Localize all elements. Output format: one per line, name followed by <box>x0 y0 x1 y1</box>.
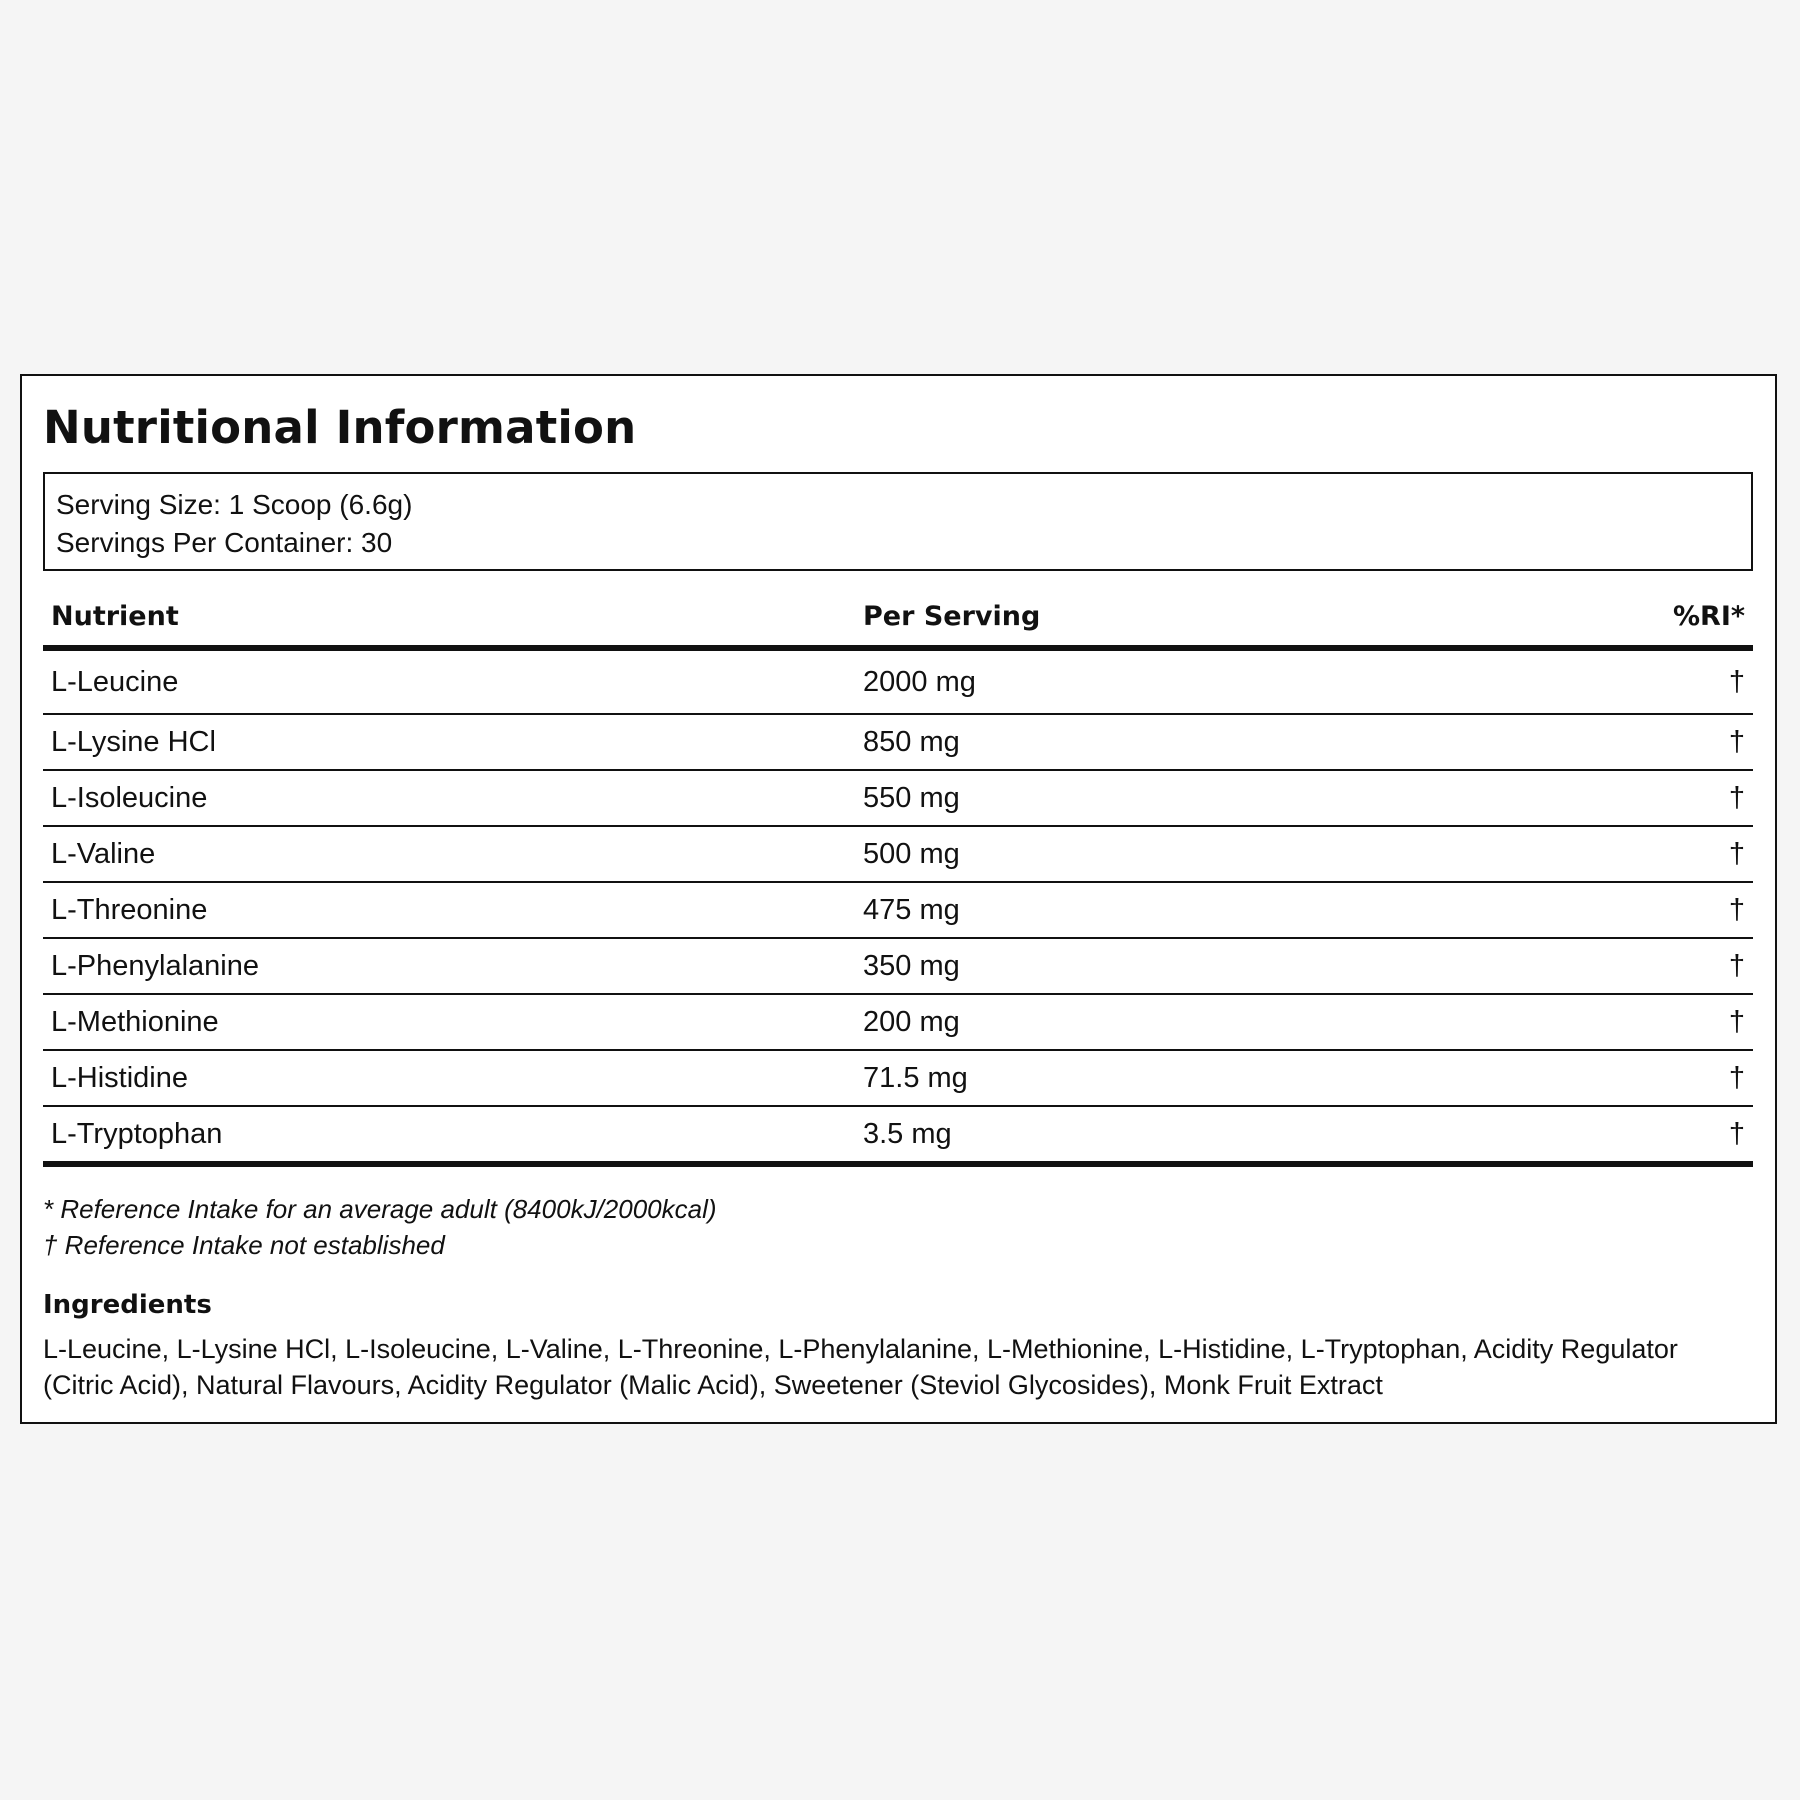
nutrient-name: L-Isoleucine <box>43 770 855 826</box>
nutrient-amount: 850 mg <box>855 714 1472 770</box>
serving-size: Serving Size: 1 Scoop (6.6g) <box>56 489 413 520</box>
nutrient-name: L-Phenylalanine <box>43 938 855 994</box>
nutrition-label-panel <box>20 374 1777 1424</box>
nutrient-name: L-Leucine <box>43 648 855 714</box>
nutrient-ri: † <box>1472 648 1753 714</box>
nutrient-ri: † <box>1472 882 1753 938</box>
footnotes <box>43 1191 1753 1263</box>
nutrient-ri: † <box>1472 714 1753 770</box>
table-row <box>43 994 1753 1050</box>
nutrient-table-body <box>43 648 1753 1164</box>
table-row <box>43 826 1753 882</box>
nutrient-name: L-Methionine <box>43 994 855 1050</box>
nutrient-amount: 475 mg <box>855 882 1472 938</box>
nutrient-ri: † <box>1472 1050 1753 1106</box>
serving-info-box <box>43 472 1753 571</box>
ingredients-heading: Ingredients <box>43 1290 212 1320</box>
nutrient-name: L-Histidine <box>43 1050 855 1106</box>
column-header-per-serving: Per Serving <box>855 587 1472 648</box>
column-header-ri: %RI* <box>1472 587 1753 648</box>
nutrient-amount: 2000 mg <box>855 648 1472 714</box>
footnote-reference-intake: * Reference Intake for an average adult (8400kJ/2000kcal) <box>43 1194 717 1224</box>
nutrient-ri: † <box>1472 826 1753 882</box>
nutrient-amount: 350 mg <box>855 938 1472 994</box>
nutrient-table <box>43 587 1753 1167</box>
nutrient-amount: 3.5 mg <box>855 1106 1472 1164</box>
table-row <box>43 1050 1753 1106</box>
nutrient-amount: 200 mg <box>855 994 1472 1050</box>
nutrient-name: L-Threonine <box>43 882 855 938</box>
page-title: Nutritional Information <box>43 401 637 454</box>
nutrient-amount: 71.5 mg <box>855 1050 1472 1106</box>
column-header-nutrient: Nutrient <box>43 587 855 648</box>
servings-per-container: Servings Per Container: 30 <box>56 527 393 558</box>
nutrient-ri: † <box>1472 1106 1753 1164</box>
table-row <box>43 938 1753 994</box>
table-row <box>43 1106 1753 1164</box>
table-row <box>43 714 1753 770</box>
nutrient-ri: † <box>1472 938 1753 994</box>
nutrient-name: L-Valine <box>43 826 855 882</box>
ingredients-list: L-Leucine, L-Lysine HCl, L-Isoleucine, L-Valine, L-Threonine, L-Phenylalanine, L-Methionine, L-Histidine, L-Tryptophan, Acidity Regulator (Citric Acid), Natural Flavours, Acidity Regulator (Malic Acid), Sweetener (Steviol Glycosides), Monk Fruit Extract <box>43 1334 1678 1400</box>
nutrient-ri: † <box>1472 770 1753 826</box>
nutrient-amount: 500 mg <box>855 826 1472 882</box>
footnote-not-established: † Reference Intake not established <box>43 1230 445 1260</box>
table-row <box>43 882 1753 938</box>
nutrient-amount: 550 mg <box>855 770 1472 826</box>
table-row <box>43 770 1753 826</box>
nutrient-name: L-Lysine HCl <box>43 714 855 770</box>
nutrient-name: L-Tryptophan <box>43 1106 855 1164</box>
table-row <box>43 648 1753 714</box>
nutrient-ri: † <box>1472 994 1753 1050</box>
table-header-row <box>43 587 1753 648</box>
